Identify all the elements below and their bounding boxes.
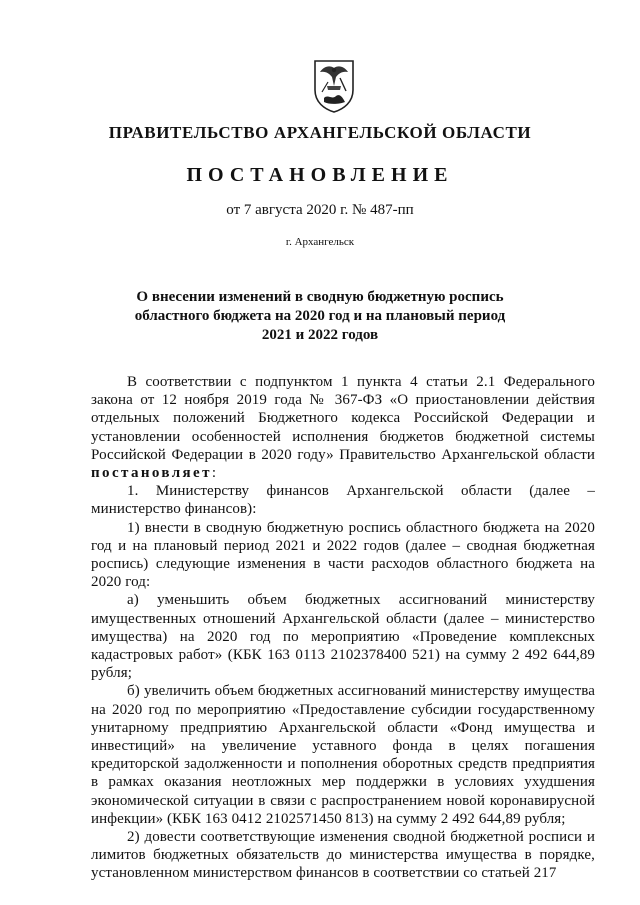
date-and-number: от 7 августа 2020 г. № 487-пп — [226, 202, 414, 218]
resolves-word: постановляет — [91, 465, 212, 482]
preamble-paragraph — [91, 373, 595, 482]
government-name: ПРАВИТЕЛЬСТВО АРХАНГЕЛЬСКОЙ ОБЛАСТИ — [108, 123, 532, 142]
item-1-1-paragraph: 1) внести в сводную бюджетную роспись областного бюджета на 2020 год и на плановый период 2021 и 2022 годов (далее – сводная бюджетная роспись) следующие изменения в части расходов областного бюджета на 2020 год: — [91, 519, 595, 591]
preamble-text: В соответствии с подпунктом 1 пункта 4 статьи 2.1 Федерального закона от 12 ноября 2019 года № 367-ФЗ «О приостановлении действия отдельных положений Бюджетного кодекса Российской Федерации и установлении особенностей исполнения бюджетов бюджетной системы Российской Федерации в 2020 году» Правительство Архангельской области — [91, 374, 595, 463]
subject-line-2: областного бюджета на 2020 год и на плановый период — [134, 308, 506, 324]
item-1-2-paragraph: 2) довести соответствующие изменения сводной бюджетной росписи и лимитов бюджетных обязательств до министерства имущества в порядке, установленном министерством финансов в соответствии со статьей 217 — [91, 829, 595, 882]
resolves-colon: : — [211, 465, 217, 482]
item-1-1-b-paragraph: б) увеличить объем бюджетных ассигнований министерству имущества на 2020 год по мероприятию «Предоставление субсидии государственному унитарному предприятию Архангельской области «Фонд имущества и инвестиций» на увеличение уставного фонда в целях погашения кредиторской задолженности и пополнения оборотных средств предприятия в рамках оказания неотложных мер поддержки в условиях ухудшения экономической ситуации в связи с распространением новой коронавирусной инфекции» (КБК 163 0412 2102571450 813) на сумму 2 492 644,89 рубля; — [91, 683, 595, 827]
city-name: г. Архангельск — [285, 236, 355, 248]
coat-of-arms-icon — [310, 58, 358, 114]
document-subject — [100, 288, 540, 345]
subject-line-3: 2021 и 2022 годов — [261, 327, 379, 343]
item-1-1-a-paragraph: а) уменьшить объем бюджетных ассигнований министерству имущественных отношений Архангельской области (далее – министерство имущества) на 2020 год по мероприятию «Проведение комплексных кадастровых работ» (КБК 163 0113 2102378400 521) на сумму 2 492 644,89 рубля; — [91, 592, 595, 682]
subject-line-1: О внесении изменений в сводную бюджетную роспись — [136, 289, 504, 305]
document-body — [91, 373, 595, 883]
document-type: ПОСТАНОВЛЕНИЕ — [186, 164, 454, 186]
item-1-paragraph: 1. Министерству финансов Архангельской области (далее – министерство финансов): — [91, 483, 595, 518]
